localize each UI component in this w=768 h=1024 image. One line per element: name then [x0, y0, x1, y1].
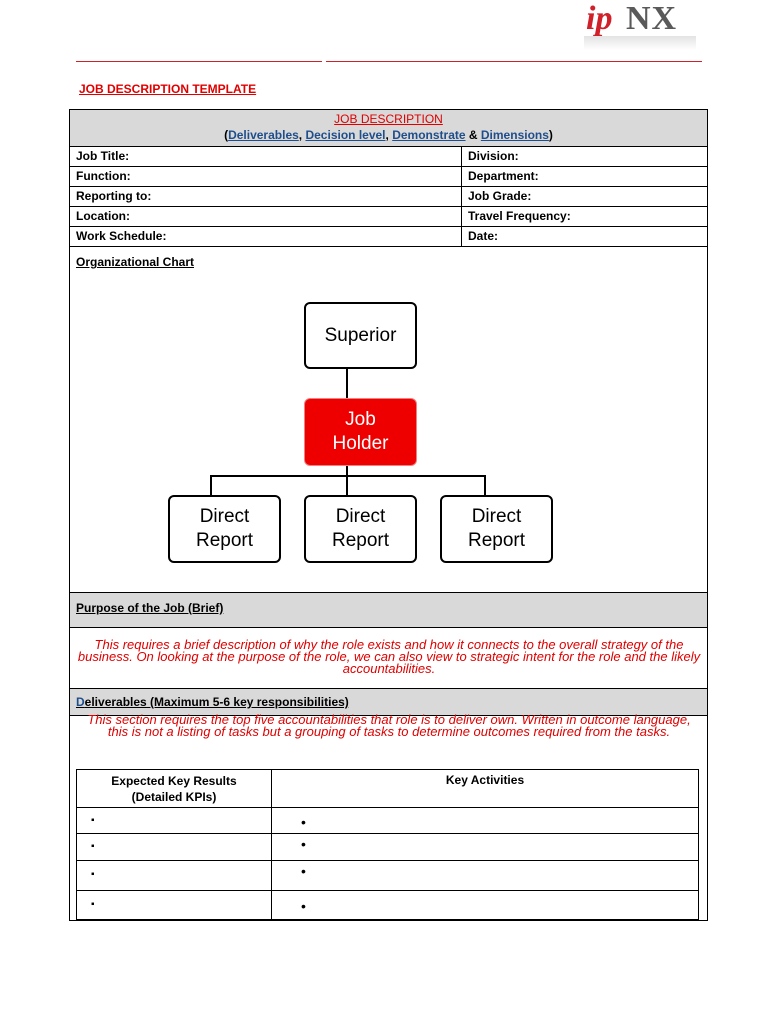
ampersand: & [465, 128, 481, 142]
org-box-job-holder [304, 398, 417, 466]
template-title: JOB DESCRIPTION TEMPLATE [79, 82, 257, 96]
kpi-bullet-round: • [301, 814, 306, 830]
field-work-schedule[interactable]: Work Schedule: [76, 229, 167, 243]
kpi-row-divider [77, 890, 698, 891]
sep-2: , [385, 128, 393, 142]
job-holder-label-line1: Job [345, 409, 376, 430]
kpi-column-divider [271, 770, 272, 919]
kpi-header-line1: Expected Key Results [111, 774, 237, 788]
report-label-line1: Direct [199, 506, 250, 527]
org-box-direct-report-2 [304, 495, 417, 563]
kpi-bullet-square: ▪ [91, 815, 95, 826]
kpi-bullet-round: • [301, 898, 306, 914]
header-subtitle [70, 128, 707, 142]
kpi-row-divider [77, 860, 698, 861]
kpi-header-expected-results [77, 773, 271, 805]
link-demonstrate[interactable]: Demonstrate [392, 128, 466, 142]
link-decision-level[interactable]: Decision level [305, 128, 386, 142]
paren-close: ) [548, 128, 553, 142]
kpi-bullet-square: ▪ [91, 899, 95, 910]
field-job-grade[interactable]: Job Grade: [468, 189, 532, 203]
field-row [70, 186, 707, 207]
kpi-bullet-square: ▪ [91, 869, 95, 880]
report-label-line1: Direct [335, 506, 386, 527]
org-box-direct-report-3 [440, 495, 553, 563]
kpi-bullet-round: • [301, 863, 306, 879]
org-chart-title: Organizational Chart [76, 255, 195, 269]
org-line-superior-holder [346, 369, 348, 399]
field-date[interactable]: Date: [468, 229, 499, 243]
header-rule-left [76, 61, 322, 62]
org-box-superior [304, 302, 417, 369]
field-location[interactable]: Location: [76, 209, 130, 223]
kpi-header-key-activities: Key Activities [445, 773, 525, 787]
org-line-horizontal [210, 475, 486, 477]
kpi-header-line2: (Detailed KPIs) [131, 790, 217, 804]
ipnx-logo [580, 0, 702, 52]
logo-ip-text: ip [586, 0, 613, 37]
field-travel-frequency[interactable]: Travel Frequency: [468, 209, 571, 223]
field-division[interactable]: Division: [468, 149, 519, 163]
header-title: JOB DESCRIPTION [334, 112, 443, 126]
kpi-row-divider [77, 833, 698, 834]
header-rule-right [326, 61, 702, 62]
field-function[interactable]: Function: [76, 169, 131, 183]
logo-reflection [584, 36, 696, 50]
deliverables-title [76, 695, 349, 709]
purpose-title: Purpose of the Job (Brief) [76, 601, 224, 615]
link-dimensions[interactable]: Dimensions [480, 128, 549, 142]
org-line-report-3 [484, 475, 486, 495]
paren-open: ( [224, 128, 229, 142]
field-row [70, 166, 707, 187]
kpi-bullet-square: ▪ [91, 841, 95, 852]
field-row [70, 206, 707, 227]
field-row [70, 226, 707, 247]
report-label-line2: Report [195, 530, 254, 551]
job-description-header [70, 110, 707, 147]
field-column-divider [461, 146, 462, 246]
org-box-direct-report-1 [168, 495, 281, 563]
purpose-guidance-text: This requires a brief description of why the role exists and how it connects to the overall strategy of the business. On looking at the purpose of the role, we can also view to strategic intent for the role and the likely accountabilities. [77, 637, 701, 676]
superior-label: Superior [324, 324, 397, 346]
field-job-title[interactable]: Job Title: [76, 149, 130, 163]
org-line-holder-reports [346, 466, 348, 495]
kpi-row-divider [77, 807, 698, 808]
report-label-line2: Report [467, 530, 526, 551]
org-line-report-1 [210, 475, 212, 495]
deliverables-title-initial: D [76, 695, 85, 709]
link-deliverables[interactable]: Deliverables [228, 128, 299, 142]
field-row [70, 146, 707, 167]
deliverables-guidance-text: This section requires the top five accountabilities that role is to deliver own. Written in outcome language, this is not a listing of tasks but a grouping of tasks to determine outcomes required from the tasks. [87, 712, 691, 739]
field-department[interactable]: Department: [468, 169, 539, 183]
report-label-line2: Report [331, 530, 390, 551]
report-label-line1: Direct [471, 506, 522, 527]
job-holder-label-line2: Holder [332, 433, 389, 454]
sep-1: , [298, 128, 306, 142]
purpose-section-header [70, 592, 707, 628]
kpi-bullet-round: • [301, 836, 306, 852]
logo-nx-text: NX [626, 0, 678, 37]
kpi-table [76, 769, 699, 920]
field-reporting-to[interactable]: Reporting to: [76, 189, 152, 203]
deliverables-title-rest: eliverables (Maximum 5-6 key responsibilities) [84, 695, 349, 709]
